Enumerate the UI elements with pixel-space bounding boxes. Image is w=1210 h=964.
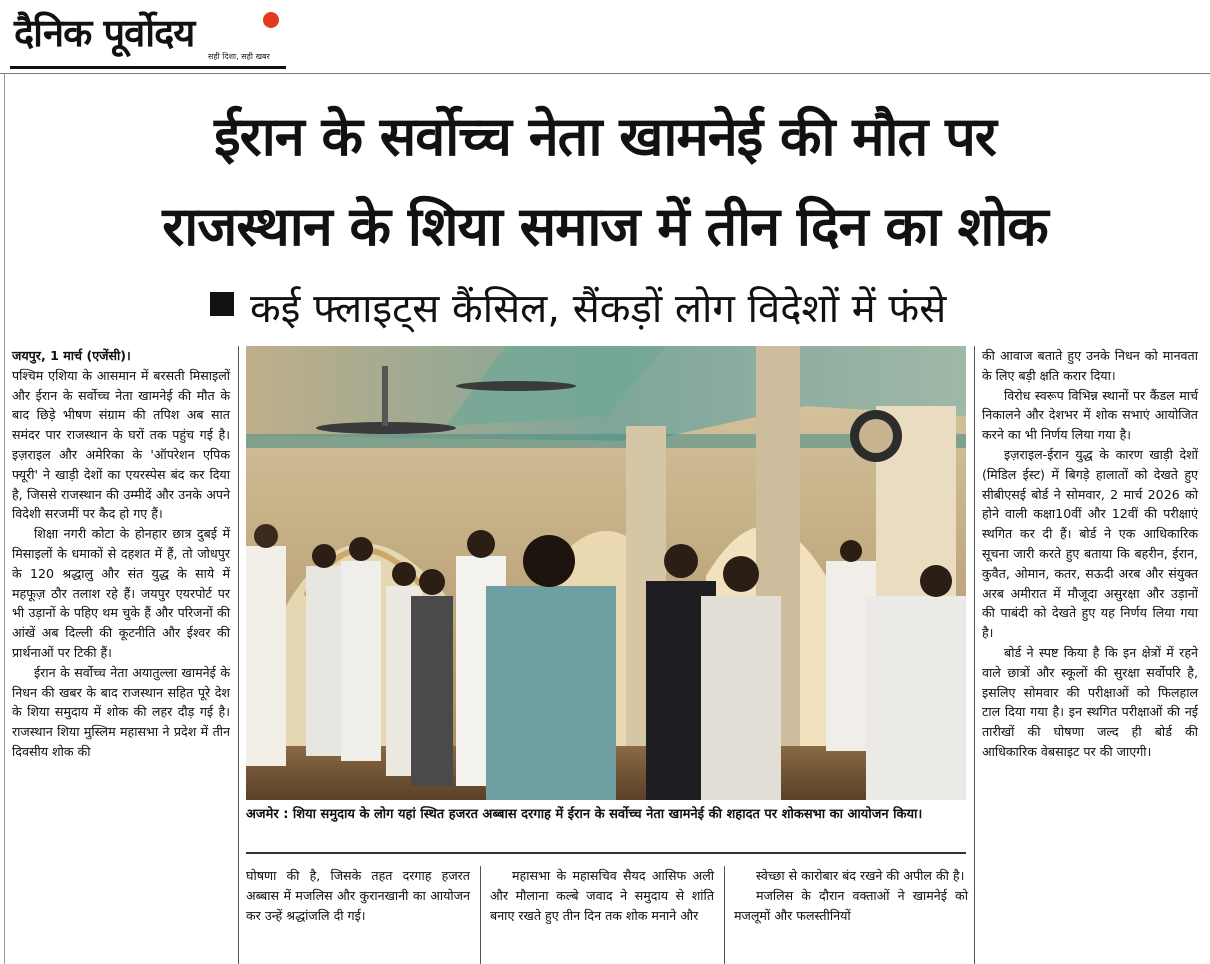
square-bullet-icon	[210, 292, 234, 316]
caption-rule	[246, 852, 966, 854]
column-divider	[974, 346, 975, 964]
newspaper-logo: दैनिक पूर्वोदय	[14, 11, 195, 55]
paragraph: महासभा के महासचिव सैयद आसिफ अली और मौलाना कल्बे जवाद ने समुदाय से शांति बनाए रखते हुए तीन दिन तक शोक मनाने और	[490, 868, 714, 923]
column-divider	[238, 346, 239, 964]
paragraph: ईरान के सर्वोच्च नेता अयातुल्ला खामनेई के निधन की खबर के बाद राजस्थान सहित पूरे देश के शिया समुदाय में शोक की लहर दौड़ गई है। राजस्थान शिया मुस्लिम महासभा ने प्रदेश में तीन दिवसीय शोक की	[12, 664, 230, 759]
column-divider	[724, 866, 725, 964]
dateline-paragraph	[12, 346, 230, 366]
masthead-rule	[10, 66, 286, 69]
paragraph: मजलिस के दौरान वक्ताओं ने खामनेई को मजलूमों और फलस्तीनियों	[734, 887, 968, 923]
tagline: सही दिशा, सही खबर	[208, 52, 270, 61]
logo-dot-icon	[263, 12, 279, 28]
headline-line-2: राजस्थान के शिया समाज में तीन दिन का शोक	[162, 195, 1048, 258]
paragraph: विरोध स्वरूप विभिन्न स्थानों पर कैंडल मार्च निकालने और देशभर में शोक सभाएं आयोजित करने का भी निर्णय लिया गया है।	[982, 387, 1198, 443]
article-column-4	[734, 866, 968, 925]
subheadline	[210, 282, 946, 336]
paragraph: शिक्षा नगरी कोटा के होनहार छात्र दुबई में मिसाइलों के धमाकों से दहशत में हैं, तो जोधपुर के 120 श्रद्धालु और संत युद्ध के साये में महफूज़ ठौर तलाश रहे हैं। जयपुर एयरपोर्ट पर भी उड़ानों के पहिए थम चुके हैं और परिजनों की आंखें अब दिल्ली की कूटनीति और ईश्वर की प्रार्थनाओं पर टिकी हैं।	[12, 526, 230, 660]
article-column-1	[12, 346, 230, 762]
column-divider	[480, 866, 481, 964]
paragraph: की आवाज बताते हुए उनके निधन को मानवता के लिए बड़ी क्षति करार दिया।	[982, 348, 1198, 383]
paragraph: घोषणा की है, जिसके तहत दरगाह हजरत अब्बास में मजलिस और कुरानखानी का आयोजन कर उन्हें श्रद्धांजलि दी गई।	[246, 868, 470, 923]
headline	[0, 92, 1210, 272]
article-column-5	[982, 346, 1198, 762]
article-column-3	[490, 866, 714, 925]
photo-caption: अजमेर : शिया समुदाय के लोग यहां स्थित हजरत अब्बास दरगाह में ईरान के सर्वोच्च नेता खामनेई की शहादत पर शोकसभा का आयोजन किया।	[246, 807, 923, 822]
masthead	[0, 0, 1210, 72]
subheadline-text: कई फ्लाइट्स कैंसिल, सैंकड़ों लोग विदेशों में फंसे	[250, 286, 947, 332]
paragraph: बोर्ड ने स्पष्ट किया है कि इन क्षेत्रों में रहने वाले छात्रों और स्कूलों की सुरक्षा सर्वोपरि है, इसलिए सोमवार की परीक्षाओं को फिलहाल टाल दिया गया है। इन स्थगित परीक्षाओं की नई तारीखों की घोषणा जल्द ही बोर्ड की आधिकारिक वेबसाइट पर की जाएगी।	[982, 644, 1198, 759]
dateline: जयपुर, 1 मार्च (एजेंसी)।	[12, 348, 131, 363]
headline-line-1: ईरान के सर्वोच्च नेता खामनेई की मौत पर	[214, 105, 996, 168]
page-frame-top	[0, 73, 1210, 74]
news-photo	[246, 346, 966, 800]
paragraph: पश्चिम एशिया के आसमान में बरसती मिसाइलों और ईरान के सर्वोच्च नेता खामनेई की मौत के बाद छिड़े भीषण संग्राम की तपिश अब सात समंदर पार राजस्थान के घरों तक पहुंच गई है। इज़राइल और अमेरिका के 'ऑपरेशन एपिक फ्यूरी' ने खाड़ी देशों का एयरस्पेस बंद कर दिया है, जिससे राजस्थान की उम्मीदें और उनके अपने विदेशी सरजमीं पर कैद हो गए हैं।	[12, 367, 230, 522]
article-column-2	[246, 866, 470, 925]
paragraph: स्वेच्छा से कारोबार बंद रखने की अपील की है।	[756, 868, 965, 883]
paragraph: इज़राइल-ईरान युद्ध के कारण खाड़ी देशों (मिडिल ईस्ट) में बिगड़े हालातों को देखते हुए सीबीएसई बोर्ड ने सोमवार, 2 मार्च 2026 को होने वाली कक्षा10वीं और 12वीं की परीक्षाएं स्थगित कर दी हैं। बोर्ड ने एक आधिकारिक सूचना जारी करते हुए बताया कि बहरीन, ईरान, कुवैत, ओमान, कतर, सऊदी अरब और संयुक्त अरब अमीरात में मौजूदा असुरक्षा और उड़ानों की पाबंदी को देखते हुए यह निर्णय लिया गया है।	[982, 446, 1198, 641]
